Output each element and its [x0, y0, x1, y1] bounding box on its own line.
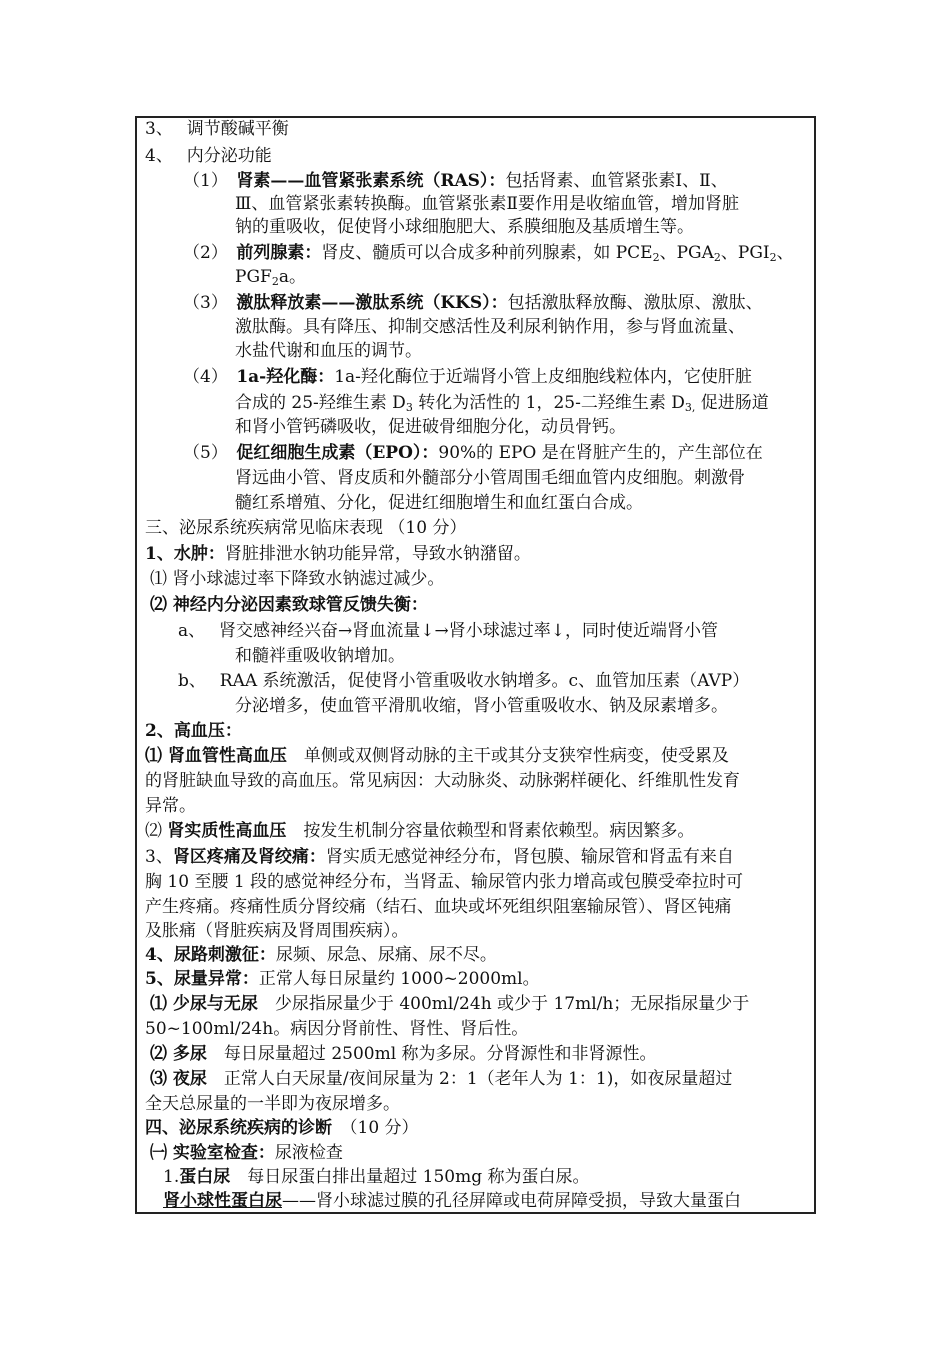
text-span: 及胀痛（肾脏疾病及肾周围疾病）。	[145, 921, 409, 941]
text-span: 胸 10 至腰 1 段的感觉神经分布，当肾盂、输尿管内张力增高或包膜受牵拉时可	[145, 872, 744, 892]
text-span: 全天总尿量的一半即为夜尿增多。	[145, 1094, 400, 1114]
text-span: 转化为活性的 1，25-二羟维生素 D	[412, 393, 685, 413]
line-item-3	[145, 118, 289, 140]
text-span: 90%的 EPO 是在肾脏产生的，产生部位在	[438, 443, 763, 463]
line-edema-a-2	[235, 645, 405, 667]
text-span: 肾小球性蛋白尿	[163, 1191, 282, 1211]
line-renin-2	[235, 193, 739, 215]
text-span: 前列腺素：	[236, 243, 322, 263]
line-urine-volume	[145, 968, 540, 990]
text-span: 1a-羟化酶：	[236, 367, 335, 387]
text-span: 包括激肽释放酶、激肽原、激肽、	[507, 293, 763, 313]
text-span: 少尿指尿量少于 400ml/24h 或少于 17ml/h；无尿指尿量少于	[257, 994, 750, 1014]
line-hypertension-1	[145, 745, 729, 767]
text-span: 、	[776, 243, 794, 263]
text-span: ⑴ 少尿与无尿	[150, 994, 258, 1014]
text-span: 2	[713, 251, 721, 264]
line-pain-4	[145, 920, 409, 942]
text-span: b、 RAA 系统激活，促使肾小管重吸收水钠增多。c、血管加压素（AVP）	[178, 671, 750, 691]
line-pain-title	[145, 846, 734, 868]
text-span: 4、 内分泌功能	[145, 146, 272, 166]
text-span: （2）	[183, 243, 237, 263]
text-span: 每日尿量超过 2500ml 称为多尿。分肾源性和非肾源性。	[206, 1044, 657, 1064]
line-hypertension-1-3	[145, 795, 196, 817]
text-span: 1、水肿：	[145, 544, 225, 564]
text-span: 激肽酶。具有降压、抑制交感活性及利尿利钠作用，参与肾血流量、	[235, 317, 745, 337]
text-span: ⑵ 神经内分泌因素致球管反馈失衡：	[150, 595, 428, 615]
text-span: ㈠ 实验室检查：	[150, 1143, 275, 1163]
line-edema-a	[178, 620, 718, 642]
text-span: 2	[769, 251, 777, 264]
text-span: （1）	[183, 171, 237, 191]
text-span: 3,	[684, 401, 696, 414]
text-span: 的肾脏缺血导致的高血压。常见病因：大动脉炎、动脉粥样硬化、纤维肌性发育	[145, 771, 740, 791]
text-span: 合成的 25-羟维生素 D	[235, 393, 406, 413]
line-polyuria	[150, 1043, 657, 1065]
line-oliguria	[150, 993, 749, 1015]
text-span: 尿液检查	[274, 1143, 343, 1163]
section-heading-4	[145, 1117, 419, 1139]
line-renin-3	[235, 216, 694, 238]
line-epo-title	[183, 442, 763, 464]
text-span: PGF	[235, 267, 272, 287]
line-edema-b-2	[235, 695, 728, 717]
line-prostaglandin-2	[235, 266, 306, 288]
line-epo-3	[235, 492, 643, 514]
text-span: 水盐代谢和血压的调节。	[235, 341, 422, 361]
text-span: 肾素——血管紧张素系统（RAS）：	[236, 171, 506, 191]
text-span: 1.	[163, 1167, 180, 1187]
line-hypertension-1-2	[145, 770, 740, 792]
text-span: 异常。	[145, 796, 196, 816]
line-pain-3	[145, 896, 732, 918]
text-span: 四、泌尿系统疾病的诊断	[145, 1118, 332, 1138]
text-span: 2、高血压：	[145, 721, 242, 741]
line-edema-1	[150, 568, 444, 590]
text-span: 正常人每日尿量约 1000~2000ml。	[258, 969, 540, 989]
text-span: 1a-羟化酶位于近端肾小管上皮细胞线粒体内，它使肝脏	[334, 367, 752, 387]
text-span: 4、尿路刺激征：	[145, 945, 276, 965]
text-span: （3）	[183, 293, 237, 313]
line-nocturia	[150, 1068, 732, 1090]
text-span: ——肾小球滤过膜的孔径屏障或电荷屏障受损，导致大量蛋白	[282, 1191, 741, 1211]
line-hydroxylase-title	[183, 366, 752, 388]
text-span: 肾实质性高血压	[167, 821, 287, 841]
text-span: 肾实质无感觉神经分布，肾包膜、输尿管和肾盂有来自	[325, 847, 734, 867]
text-span: a、 肾交感神经兴奋→肾血流量↓→肾小球滤过率↓，同时使近端肾小管	[178, 621, 719, 641]
text-span: 包括肾素、血管紧张素Ⅰ、Ⅱ、	[505, 171, 728, 191]
text-span: 产生疼痛。疼痛性质分肾绞痛（结石、血块或坏死组织阻塞输尿管）、肾区钝痛	[145, 897, 732, 917]
text-span: 蛋白尿	[179, 1167, 231, 1187]
line-oliguria-2	[145, 1018, 528, 1040]
line-nocturia-2	[145, 1093, 400, 1115]
text-span: 肾脏排泄水钠功能异常，导致水钠潴留。	[224, 544, 531, 564]
text-span: 3、	[145, 847, 173, 867]
text-span: ⑵	[145, 821, 168, 841]
text-span: （10 分）	[332, 1118, 419, 1138]
line-lab-exam	[150, 1142, 343, 1164]
text-span: 激肽释放素——激肽系统（KKS）：	[236, 293, 508, 313]
line-proteinuria	[163, 1166, 590, 1188]
text-span: 钠的重吸收，促使肾小球细胞肥大、系膜细胞及基质增生等。	[235, 217, 694, 237]
text-span: 每日尿蛋白排出量超过 150mg 称为蛋白尿。	[230, 1167, 590, 1187]
text-span: 、PGI	[720, 243, 770, 263]
line-glomerular-proteinuria	[163, 1190, 741, 1212]
text-span: 5、尿量异常：	[145, 969, 259, 989]
text-span: ⑴ 肾小球滤过率下降致水钠滤过减少。	[150, 569, 445, 589]
line-kks-2	[235, 316, 745, 338]
line-kks-3	[235, 340, 422, 362]
text-span: 按发生机制分容量依赖型和肾素依赖型。病因繁多。	[286, 821, 695, 841]
text-span: 3、 调节酸碱平衡	[145, 119, 289, 139]
line-hypertension-title	[145, 720, 242, 742]
text-span: 50~100ml/24h。病因分肾前性、肾性、肾后性。	[145, 1019, 529, 1039]
text-span: 2	[271, 275, 279, 288]
text-span: Ⅲ、血管紧张素转换酶。血管紧张素Ⅱ要作用是收缩血管，增加肾脏	[235, 194, 739, 214]
text-span: 分泌增多，使血管平滑肌收缩，肾小管重吸收水、钠及尿素增多。	[235, 696, 728, 716]
line-edema-title	[145, 543, 531, 565]
section-heading-3	[145, 517, 466, 539]
text-span: （5）	[183, 443, 237, 463]
line-epo-2	[235, 467, 745, 489]
line-renin-title	[183, 170, 728, 192]
text-span: 促进肠道	[695, 393, 769, 413]
text-span: 肾皮、髓质可以合成多种前列腺素，如 PCE	[321, 243, 653, 263]
text-span: 和髓袢重吸收钠增加。	[235, 646, 405, 666]
text-span: 三、泌尿系统疾病常见临床表现 （10 分）	[145, 518, 467, 538]
text-span: ⑶ 夜尿	[150, 1069, 207, 1089]
text-span: 正常人白天尿量/夜间尿量为 2：1（老年人为 1：1)，如夜尿量超过	[206, 1069, 733, 1089]
text-span: ⑴ 肾血管性高血压	[145, 746, 287, 766]
line-edema-2	[150, 594, 428, 616]
text-span: a。	[278, 267, 306, 287]
text-span: 尿频、尿急、尿痛、尿不尽。	[275, 945, 497, 965]
text-span: 肾区疼痛及肾绞痛：	[172, 847, 326, 867]
text-span: 单侧或双侧肾动脉的主干或其分支狭窄性病变，使受累及	[286, 746, 729, 766]
line-kks-title	[183, 292, 763, 314]
line-hypertension-2	[145, 820, 694, 842]
line-item-4	[145, 145, 272, 167]
text-span: 和肾小管钙磷吸收，促进破骨细胞分化，动员骨钙。	[235, 417, 626, 437]
text-span: ⑵ 多尿	[150, 1044, 207, 1064]
text-span: 2	[652, 251, 660, 264]
line-edema-b	[178, 670, 749, 692]
text-span: 、PGA	[659, 243, 714, 263]
text-span: 3	[405, 401, 413, 414]
text-span: （4）	[183, 367, 237, 387]
text-span: 肾远曲小管、肾皮质和外髓部分小管周围毛细血管内皮细胞。刺激骨	[235, 468, 745, 488]
line-hydroxylase-2	[235, 392, 769, 414]
line-hydroxylase-3	[235, 416, 626, 438]
line-prostaglandin-title	[183, 242, 794, 264]
text-span: 髓红系增殖、分化，促进红细胞增生和血红蛋白合成。	[235, 493, 643, 513]
text-span: 促红细胞生成素（EPO）：	[236, 443, 439, 463]
line-irritation	[145, 944, 497, 966]
line-pain-2	[145, 871, 743, 893]
